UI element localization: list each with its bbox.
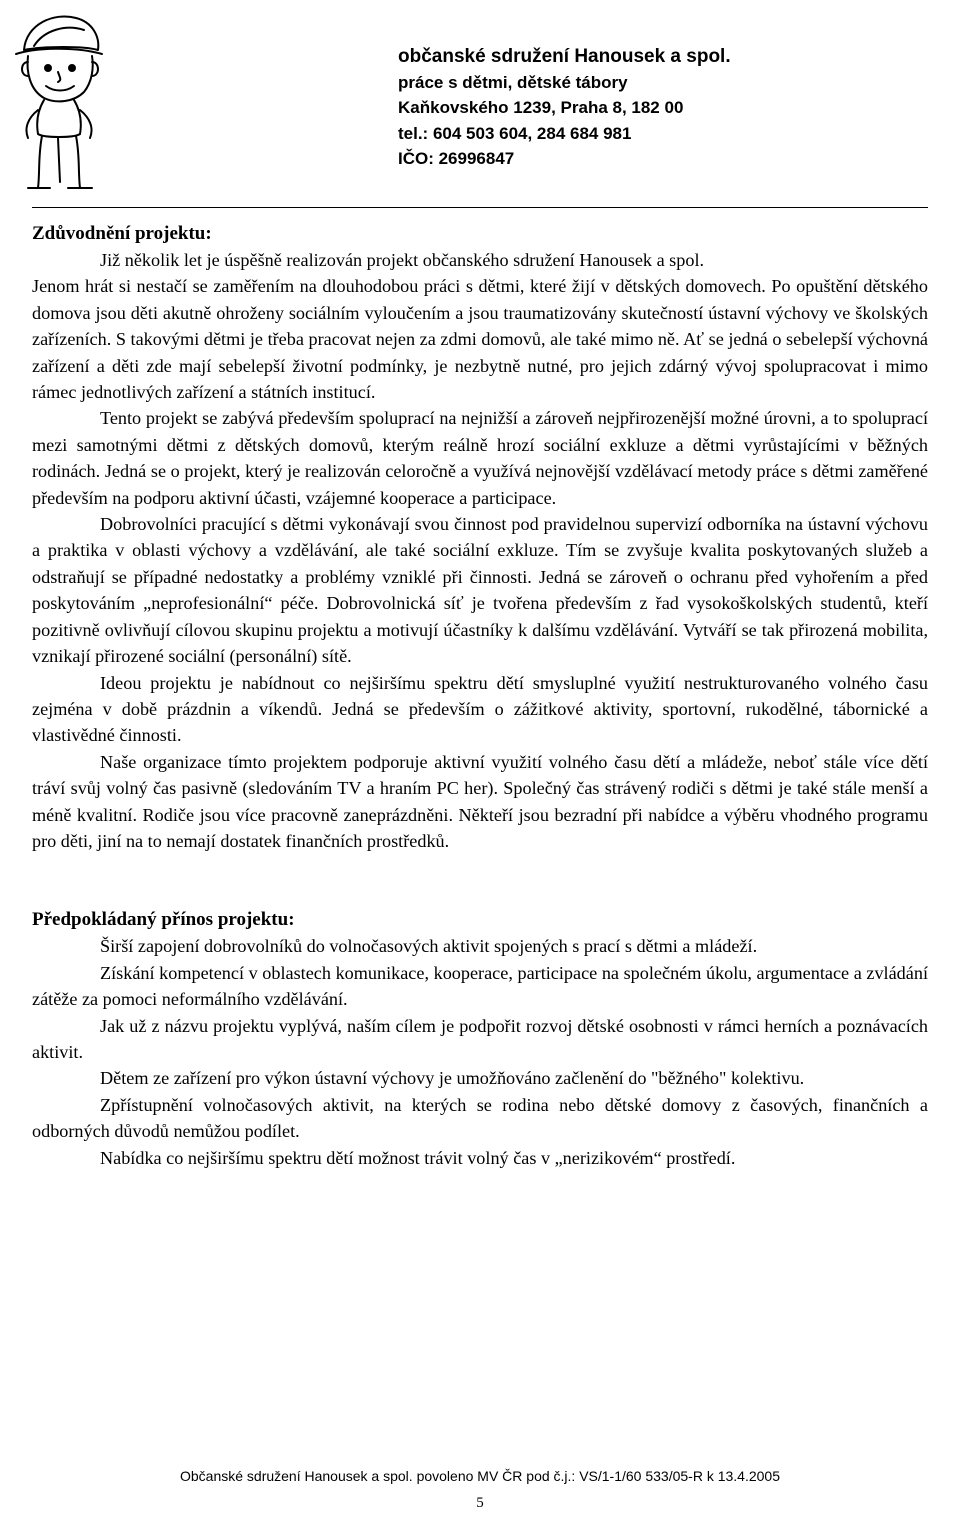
paragraph: Jak už z názvu projektu vyplývá, naším cílem je podpořit rozvoj dětské osobnosti v rámci herních a poznávacích aktivit. — [32, 1015, 928, 1062]
org-phone: tel.: 604 503 604, 284 684 981 — [398, 123, 632, 143]
paragraph: Dětem ze zařízení pro výkon ústavní výchovy je umožňováno začlenění do "běžného" kolektivu. — [100, 1068, 805, 1089]
paragraph: Širší zapojení dobrovolníků do volnočasových aktivit spojených s prací s dětmi a mládeží. — [100, 936, 758, 957]
paragraph: Tento projekt se zabývá především spoluprací na nejnižší a zároveň nejpřirozenější možné úrovni, a to spoluprací mezi samotnými dětmi z dětských domovů, kterým reálně hrozí sociální exkluze a dětmi vyrůstajícími v běžných rodinách. Jedná se o projekt, který je realizován celoročně a využívá nejnovější vzdělávací metody práce s dětmi zaměřené především na podporu aktivní účasti, vzájemné kooperace a participace. — [32, 408, 928, 508]
section-heading-justification: Zdůvodnění projektu: — [32, 223, 212, 244]
org-activity: práce s dětmi, dětské tábory — [398, 72, 628, 92]
header-divider — [32, 207, 928, 208]
paragraph: Dobrovolníci pracující s dětmi vykonávají svou činnost pod pravidelnou supervizí odborníka na ústavní výchovu a praktika v oblasti výchovy a vzdělávání, ale také sociální exkluze. Tím se zvyšuje kvalita poskytovaných služeb a odstraňují se případné nedostatky a problémy vzniklé při činnosti. Jedná se zároveň o ochranu před vyhořením a před poskytováním „neprofesionální“ péče. Dobrovolnická síť je tvořena především z řad vysokoškolských studentů, kteří pozitivně ovlivňují cílovou skupinu projektu a motivují účastníky k dalšímu vzdělávání. Vytváří se tak přirozená mobilita, vznikají přirozené sociální (personální) sítě. — [32, 514, 928, 667]
org-address: Kaňkovského 1239, Praha 8, 182 00 — [398, 98, 684, 117]
paragraph: Získání kompetencí v oblastech komunikace, kooperace, participace na společném úkolu, argumentace a zvládání zátěže za pomoci neformálního vzdělávání. — [32, 962, 928, 1010]
boy-with-cap-drawing-icon — [14, 6, 104, 194]
paragraph: Zpřístupnění volnočasových aktivit, na kterých se rodina nebo dětské domovy z časových, finančních a odborných důvodů nemůžou podílet. — [32, 1094, 928, 1142]
paragraph: Jenom hrát si nestačí se zaměřením na dlouhodobou práci s dětmi, které žijí v dětských domovech. Po opuštění dětského domova jsou děti akutně ohroženy sociálním vyloučením a jsou traumatizovány skutečností ústavní výchovy ve školských zařízeních. S takovými dětmi je třeba pracovat nejen za zdmi domovů, ale také mimo ně. Ať se jedná o sebelepší výchovná zařízení a děti zde mají sebelepší životní podmínky, je nezbytně nutné, pro jejich zdárný vývoj spolupracovat i mimo rámec jednotlivých zařízení a státních institucí. — [32, 276, 928, 403]
paragraph: Již několik let je úspěšně realizován projekt občanského sdružení Hanousek a spol. — [100, 250, 705, 270]
document-body — [32, 220, 928, 1171]
page-footer: Občanské sdružení Hanousek a spol. povoleno MV ČR pod č.j.: VS/1-1/60 533/05-R k 13.4.2005 — [179, 1468, 781, 1484]
org-header — [398, 44, 731, 172]
paragraph: Naše organizace tímto projektem podporuje aktivní využití volného času dětí a mládeže, neboť stále více dětí tráví svůj volný čas pasivně (sledováním TV a hraním PC her). Společný čas strávený rodiči s dětmi je také stále menší a méně kvalitní. Rodiče jsou více pracovně zaneprázdněni. Někteří jsou bezradní při nabídce a výběru vhodného programu pro děti, jiní na to nemají dostatek finančních prostředků. — [32, 751, 928, 851]
section-gap — [32, 854, 928, 906]
org-ico: IČO: 26996847 — [398, 149, 515, 168]
logo — [14, 6, 104, 194]
section-heading-benefits: Předpokládaný přínos projektu: — [32, 909, 295, 931]
org-name: občanské sdružení Hanousek a spol. — [398, 46, 731, 67]
paragraph: Ideou projektu je nabídnout co nejširšímu spektru dětí smysluplné využití nestrukturovaného volného času zejména v době prázdnin a víkendů. Jedná se především o zážitkové aktivity, sportovní, rukodělné, tábornické a vlastivědné činnosti. — [32, 672, 928, 746]
paragraph: Nabídka co nejširšímu spektru dětí možnost trávit volný čas v „nerizikovém“ prostředí. — [100, 1147, 736, 1168]
page-number: 5 — [476, 1495, 484, 1511]
